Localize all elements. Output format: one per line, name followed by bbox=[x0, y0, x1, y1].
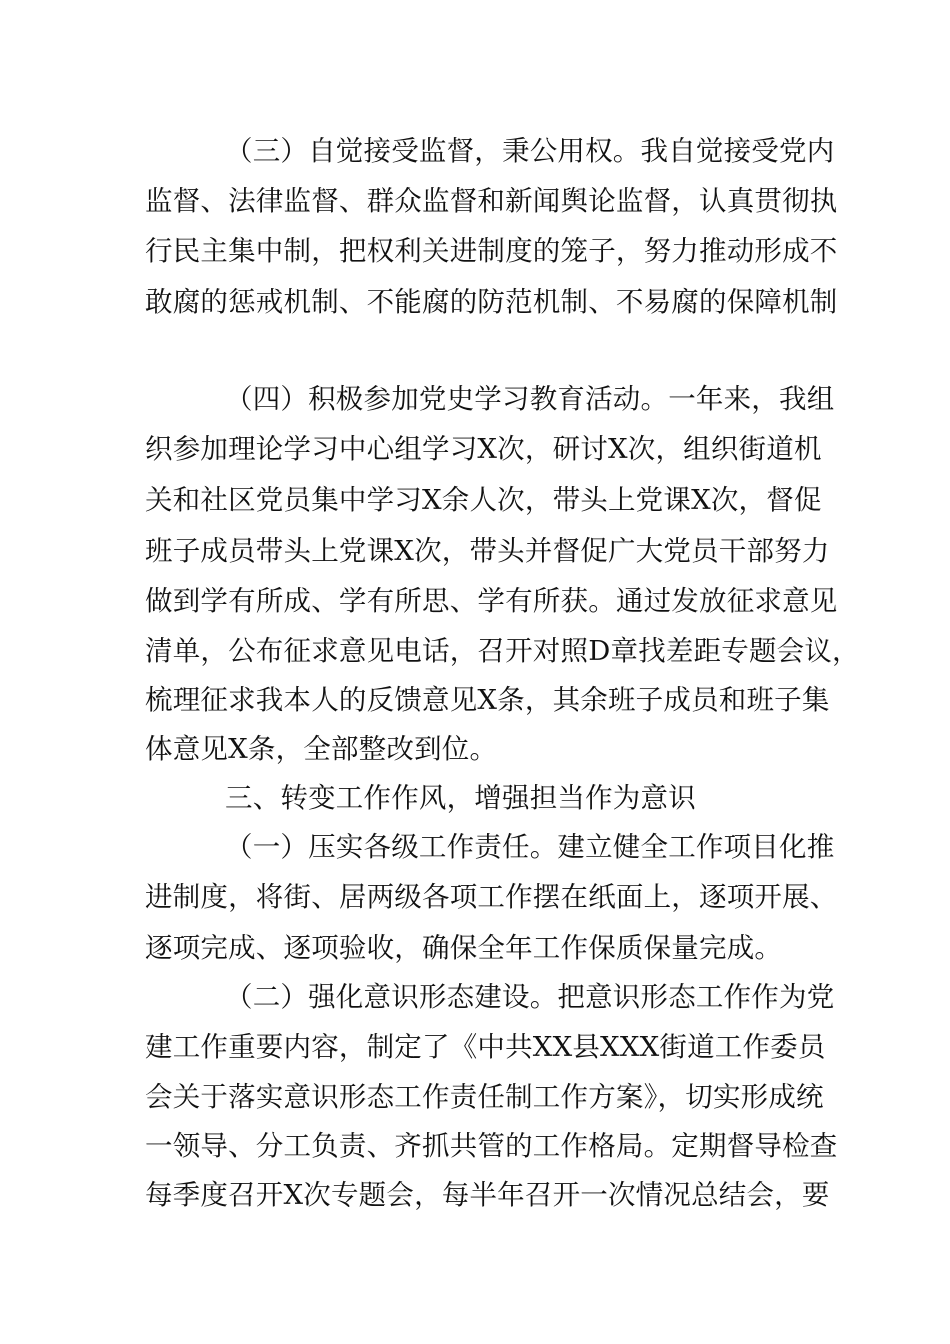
paragraph-line: 进制度，将街、居两级各项工作摆在纸面上，逐项开展、 bbox=[145, 881, 838, 913]
paragraph-line: 建工作重要内容，制定了《中共XX县XXX街道工作委员 bbox=[145, 1031, 826, 1063]
paragraph-line: 梳理征求我本人的反馈意见X条，其余班子成员和班子集 bbox=[145, 684, 830, 716]
paragraph-line: 监督、法律监督、群众监督和新闻舆论监督，认真贯彻执 bbox=[145, 185, 838, 217]
paragraph-line: 织参加理论学习中心组学习X次，研讨X次，组织街道机 bbox=[145, 433, 822, 465]
paragraph-line: 行民主集中制，把权利关进制度的笼子，努力推动形成不 bbox=[145, 235, 838, 267]
paragraph-line: 班子成员带头上党课X次，带头并督促广大党员干部努力 bbox=[145, 535, 830, 567]
paragraph-line: （二）强化意识形态建设。把意识形态工作作为党 bbox=[225, 981, 835, 1013]
paragraph-line: 关和社区党员集中学习X余人次，带头上党课X次，督促 bbox=[145, 484, 822, 516]
paragraph-line: （一）压实各级工作责任。建立健全工作项目化推 bbox=[225, 831, 835, 863]
paragraph-line: 一领导、分工负责、齐抓共管的工作格局。定期督导检查 bbox=[145, 1130, 838, 1162]
paragraph-line: 每季度召开X次专题会，每半年召开一次情况总结会，要 bbox=[145, 1179, 830, 1211]
paragraph-line: 逐项完成、逐项验收，确保全年工作保质保量完成。 bbox=[145, 932, 783, 964]
paragraph-line: （三）自觉接受监督，秉公用权。我自觉接受党内 bbox=[225, 135, 835, 167]
section-heading: 三、转变工作作风，增强担当作为意识 bbox=[225, 782, 696, 814]
paragraph-line: 做到学有所成、学有所思、学有所获。通过发放征求意见 bbox=[145, 585, 838, 617]
paragraph-line: 会关于落实意识形态工作责任制工作方案》，切实形成统 bbox=[145, 1081, 824, 1113]
paragraph-line: （四）积极参加党史学习教育活动。一年来，我组 bbox=[225, 383, 835, 415]
paragraph-line: 体意见X条，全部整改到位。 bbox=[145, 733, 498, 765]
paragraph-line: 敢腐的惩戒机制、不能腐的防范机制、不易腐的保障机制 bbox=[145, 286, 838, 318]
paragraph-line: 清单，公布征求意见电话，召开对照D章找差距专题会议， bbox=[145, 635, 860, 667]
